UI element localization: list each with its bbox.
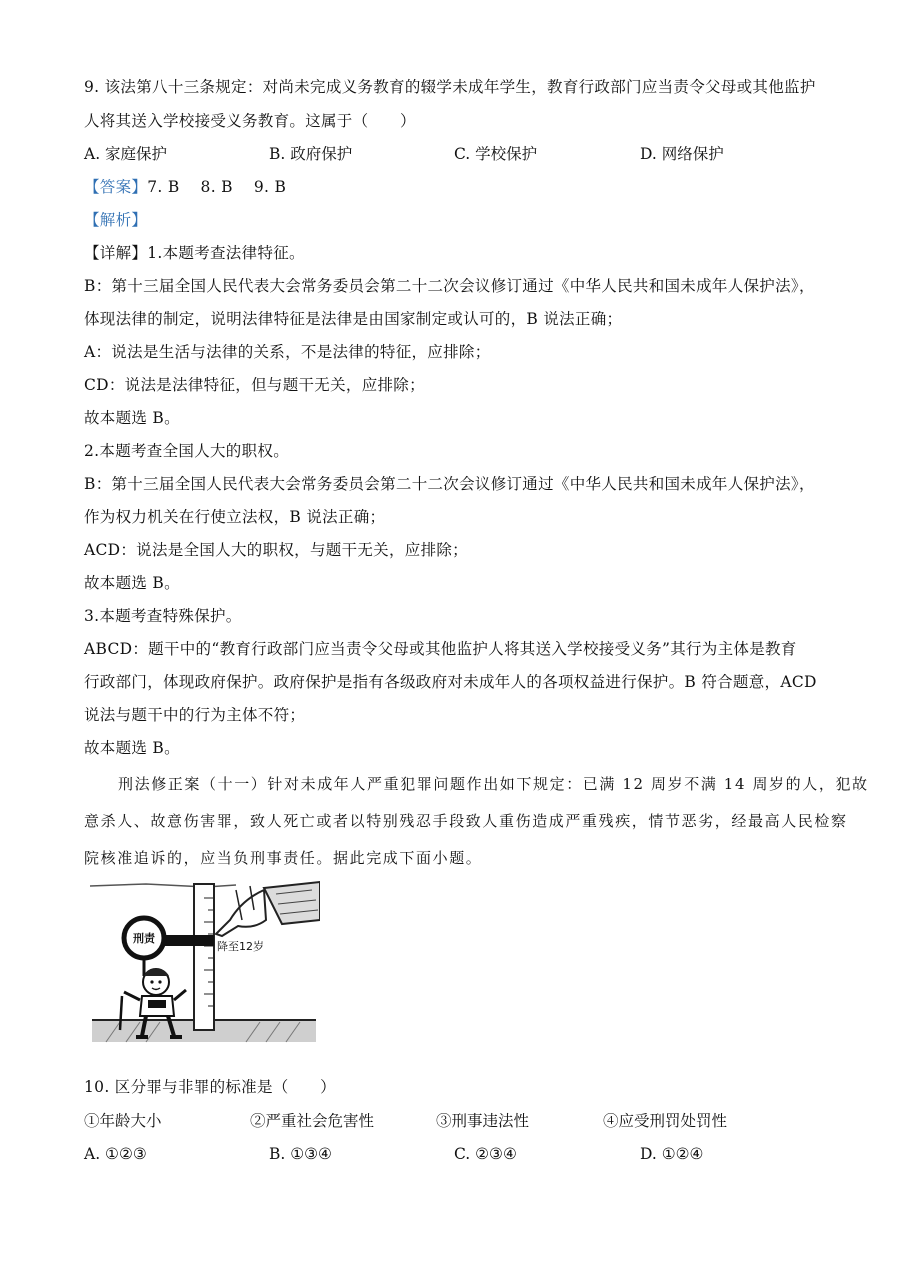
detail-line: 2.本题考查全国人大的职权。	[84, 442, 289, 460]
detail-line: 3.本题考查特殊保护。	[84, 607, 242, 625]
passage-line-2: 意杀人、故意伤害罪，致人死亡或者以特别残忍手段致人重伤造成严重残疾，情节恶劣，经最高人民检察	[84, 812, 848, 830]
detail-line: 故本题选 B。	[84, 409, 180, 427]
circle-label: 刑责	[133, 932, 155, 945]
q10-item-2: ②严重社会危害性	[250, 1112, 375, 1130]
detail-line: 【详解】1.本题考查法律特征。	[84, 244, 305, 262]
cartoon-drawing	[86, 880, 320, 1048]
q10-item-3: ③刑事违法性	[436, 1112, 530, 1130]
detail-line: 作为权力机关在行使立法权，B 说法正确；	[84, 508, 386, 526]
answer-text: 7. B 8. B 9. B	[147, 178, 287, 196]
detail-line: 体现法律的制定，说明法律特征是法律是由国家制定或认可的，B 说法正确；	[84, 310, 623, 328]
q10-option-c: C. ②③④	[454, 1145, 517, 1163]
answer-line	[84, 176, 286, 198]
detail-line: ACD：说法是全国人大的职权，与题干无关，应排除；	[84, 541, 468, 559]
detail-line: B：第十三届全国人民代表大会常务委员会第二十二次会议修订通过《中华人民共和国未成年人保护法》，	[84, 277, 815, 295]
detail-line: 行政部门，体现政府保护。政府保护是指有各级政府对未成年人的各项权益进行保护。B 符合题意，ACD	[84, 673, 817, 691]
answer-tag: 【答案】	[84, 178, 148, 196]
q10-item-4: ④应受刑罚处罚性	[603, 1112, 728, 1130]
q9-option-b: B. 政府保护	[269, 145, 353, 163]
cartoon-illustration	[86, 880, 320, 1048]
q10-option-b: B. ①③④	[269, 1145, 332, 1163]
arrow-label: 降至12岁	[217, 940, 264, 953]
q10-option-d: D. ①②④	[640, 1145, 704, 1163]
q10-item-1: ①年龄大小	[84, 1112, 162, 1130]
detail-line: CD：说法是法律特征，但与题干无关，应排除；	[84, 376, 425, 394]
detail-line: 说法与题干中的行为主体不符；	[84, 706, 306, 724]
q10-stem: 10. 区分罪与非罪的标准是（ ）	[84, 1078, 336, 1096]
detail-line: 故本题选 B。	[84, 574, 180, 592]
detail-line: A：说法是生活与法律的关系，不是法律的特征，应排除；	[84, 343, 491, 361]
q9-option-c: C. 学校保护	[454, 145, 538, 163]
q9-option-a: A. 家庭保护	[84, 145, 168, 163]
passage-line-3: 院核准追诉的，应当负刑事责任。据此完成下面小题。	[84, 849, 483, 867]
q9-stem-line-2: 人将其送入学校接受义务教育。这属于（ ）	[84, 112, 416, 130]
detail-line: ABCD：题干中的“教育行政部门应当责令父母或其他监护人将其送入学校接受义务”其行为主体是教育	[84, 640, 797, 658]
q10-option-a: A. ①②③	[84, 1145, 147, 1163]
passage-line-1: 刑法修正案（十一）针对未成年人严重犯罪问题作出如下规定：已满 12 周岁不满 14 周岁的人，犯故	[118, 775, 869, 793]
detail-line: 故本题选 B。	[84, 739, 180, 757]
q9-option-d: D. 网络保护	[640, 145, 724, 163]
detail-line: B：第十三届全国人民代表大会常务委员会第二十二次会议修订通过《中华人民共和国未成年人保护法》，	[84, 475, 815, 493]
analysis-tag: 【解析】	[84, 211, 148, 229]
q9-stem-line-1: 9. 该法第八十三条规定：对尚未完成义务教育的辍学未成年学生，教育行政部门应当责令父母或其他监护	[84, 78, 816, 96]
